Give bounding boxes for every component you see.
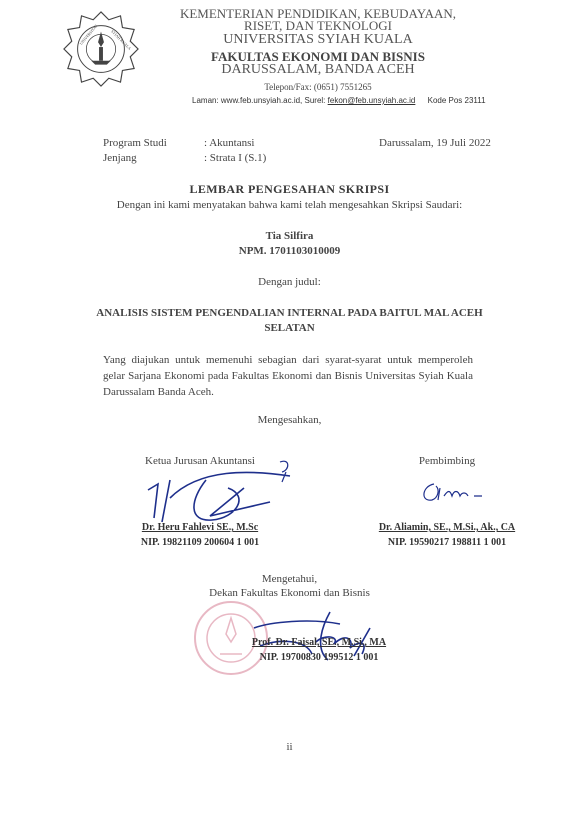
header-contact [192,96,552,105]
dean-role: Dekan Fakultas Ekonomi dan Bisnis [209,587,370,599]
header-email: fekon@feb.unsyiah.ac.id [327,96,416,105]
dean-nip: NIP. 19700830 199512 1 001 [259,652,379,663]
intro-text: Dengan ini kami menyatakan bahwa kami telah mengesahkan Skripsi Saudari: [116,199,463,211]
program-label: Program Studi [103,137,167,149]
page-number: ii [286,741,293,753]
right-signatory-role: Pembimbing [418,455,476,467]
left-signature [140,460,300,525]
level-value: : Strata I (S.1) [204,152,267,164]
purpose-paragraph: Yang diajukan untuk memenuhi sebagian dari syarat-syarat untuk memperoleh gelar Sarjana Ekonomi pada Fakultas Ekonomi dan Bisnis Universitas Syiah Kuala Darussalam Banda Aceh. [103,354,473,398]
left-signatory-name: Dr. Heru Fahlevi SE., M.Sc [141,522,259,533]
thesis-title-line2: SELATAN [264,322,315,334]
header-city: DARUSSALAM, BANDA ACEH [221,62,415,77]
student-npm: NPM. 1701103010009 [238,245,341,257]
logo-text-left: UNIVERSITAS [79,23,99,46]
header-ministry-line2: RISET, DAN TEKNOLOGI [244,18,392,33]
level-label: Jenjang [103,152,137,164]
approval-label: Mengesahkan, [257,414,322,426]
student-name: Tia Silfira [265,230,314,242]
right-signatory-nip: NIP. 19590217 198811 1 001 [387,537,507,548]
thesis-title-line1: ANALISIS SISTEM PENGENDALIAN INTERNAL PADA BAITUL MAL ACEH [96,307,483,319]
document-title: LEMBAR PENGESAHAN SKRIPSI [189,182,390,196]
right-signatory-name: Dr. Aliamin, SE., M.Si., Ak., CA [378,522,516,533]
title-label: Dengan judul: [258,276,321,288]
header-phone: Telepon/Fax: (0651) 7551265 [264,82,372,92]
place-date: Darussalam, 19 Juli 2022 [379,137,491,149]
left-signatory-nip: NIP. 19821109 200604 1 001 [140,537,260,548]
acknowledge-label: Mengetahui, [261,573,318,585]
dean-name: Prof. Dr. Faisal, SE., M.Si., MA [251,637,387,648]
header-university: UNIVERSITAS SYIAH KUALA [223,32,413,47]
left-signatory-role: Ketua Jurusan Akuntansi [145,455,255,467]
university-logo [62,10,140,88]
header-ministry-line1: KEMENTERIAN PENDIDIKAN, KEBUDAYAAN, [179,6,457,21]
header-faculty: FAKULTAS EKONOMI DAN BISNIS [211,49,425,64]
program-value: : Akuntansi [204,137,255,149]
header-website: Laman: www.feb.unsyiah.ac.id, Surel: [192,96,326,105]
logo-text-right: SYIAH KUALA [110,29,132,51]
right-signature [418,478,498,508]
header-postal: Kode Pos 23111 [427,96,486,105]
